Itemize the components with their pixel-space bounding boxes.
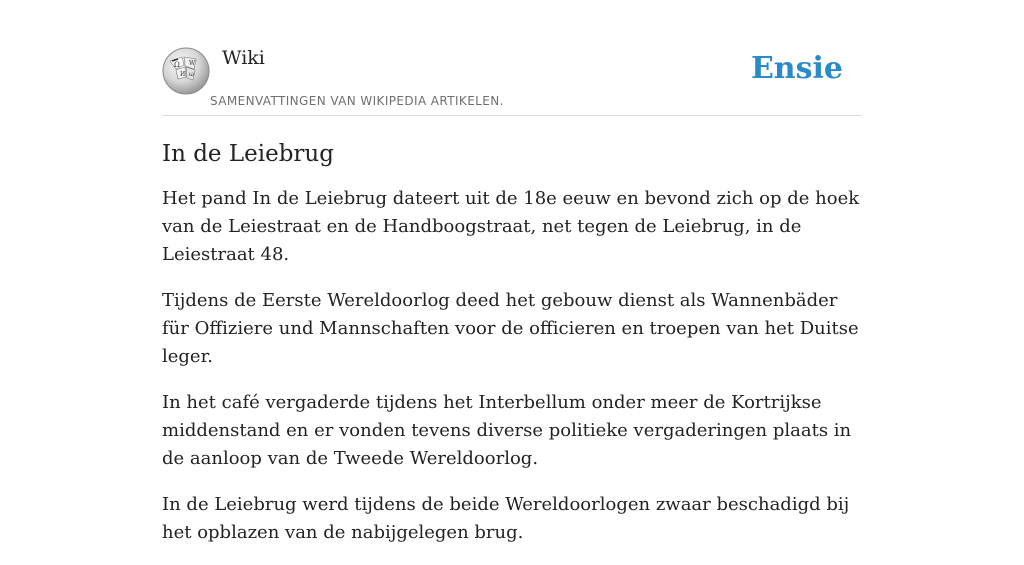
article-paragraph: In het café vergaderde tijdens het Interbellum onder meer de Kortrijkse middenstand en er vonden tevens diverse politieke vergaderingen plaats in de aanloop van de Tweede Wereldoorlog. [162, 392, 852, 469]
brand-logo-link[interactable]: Ensie [750, 51, 843, 86]
article [162, 138, 862, 565]
wikipedia-globe-icon[interactable] [162, 47, 210, 95]
article-paragraph: Tijdens de Eerste Wereldoorlog deed het gebouw dienst als Wannenbäder für Offiziere und Mannschaften voor de officieren en troepen van het Duitse leger. [162, 290, 859, 367]
svg-text:W: W [189, 60, 196, 67]
site-tagline: SAMENVATTINGEN VAN WIKIPEDIA ARTIKELEN. [210, 94, 504, 108]
svg-text:И: И [180, 71, 186, 78]
article-paragraph: Het pand In de Leiebrug dateert uit de 18e eeuw en bevond zich op de hoek van de Leiestraat en de Handboogstraat, net tegen de Leiebrug, in de Leiestraat 48. [162, 188, 860, 265]
article-paragraph: In de Leiebrug werd tijdens de beide Wereldoorlogen zwaar beschadigd bij het opblazen van de nabijgelegen brug. [162, 494, 850, 543]
article-title: In de Leiebrug [162, 141, 334, 167]
wiki-label: Wiki [222, 47, 265, 69]
svg-text:Ω: Ω [174, 61, 180, 69]
site-header [162, 40, 862, 116]
svg-text:ω: ω [189, 71, 194, 78]
